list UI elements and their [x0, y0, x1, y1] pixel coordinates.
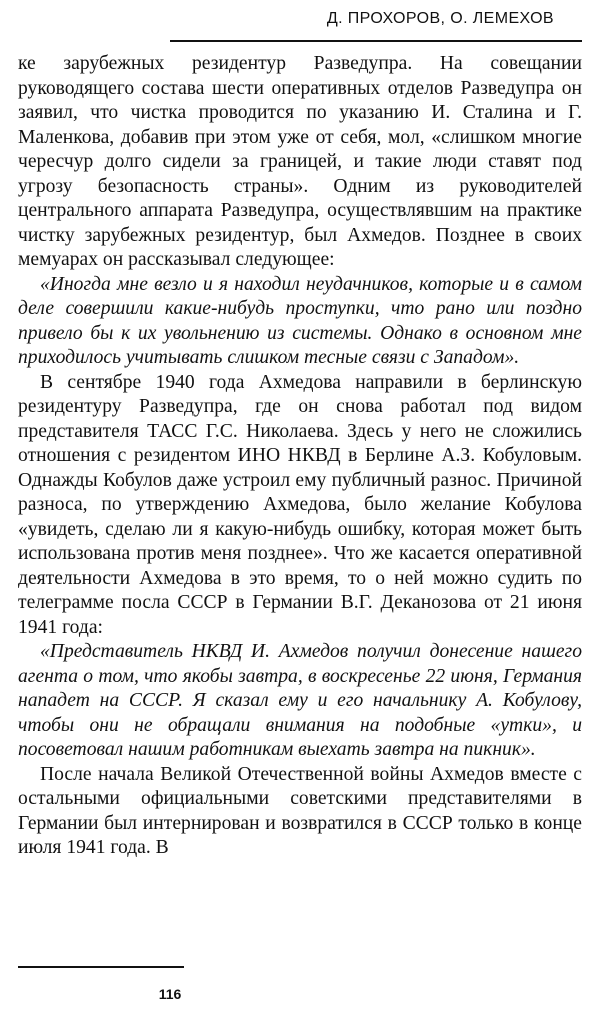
- quote-1: «Иногда мне везло и я находил неудачников, которые и в самом деле совершили какие-нибудь проступки, что рано или поздно привело бы к их увольнению из системы. Однако в основном мне приходилось учитывать слишком тесные связи с Западом».: [18, 273, 582, 368]
- main-text: [18, 52, 582, 861]
- header-rule: [170, 40, 582, 42]
- quote-2: «Представитель НКВД И. Ахмедов получил донесение нашего агента о том, что якобы завтра, в воскресенье 22 июня, Германия нападет на СССР. Я сказал ему и его начальнику А. Кобулову, чтобы они не обращали внимания на подобные «утки», и посоветовал нашим работникам выехать завтра на пикник».: [18, 641, 582, 760]
- paragraph-1: ке зарубежных резидентур Разведупра. На совещании руководящего состава шести оперативных отделов Разведупра он заявил, что чистка проводится по указанию И. Сталина и Г. Маленкова, добавив при этом уже от себя, мол, «слишком многие чересчур долго сидели за границей, и такие люди ставят под угрозу безопасность страны». Одним из руководителей центрального аппарата Разведупра, осуществлявшим на практике чистку зарубежных резидентур, был Ахмедов. Позднее в своих мемуарах он рассказывал следующее:: [18, 53, 582, 270]
- footnote-rule: [18, 966, 184, 968]
- running-header: Д. ПРОХОРОВ, О. ЛЕМЕХОВ: [326, 10, 554, 27]
- page-number: 116: [158, 986, 182, 1002]
- paragraph-3: После начала Великой Отечественной войны Ахмедов вместе с остальными официальными советскими представителями в Германии был интернирован и возвратился в СССР только в конце июля 1941 года. В: [18, 763, 582, 858]
- paragraph-2: В сентябре 1940 года Ахмедова направили в берлинскую резидентуру Разведупра, где он снова работал под видом представителя ТАСС Г.С. Николаева. Здесь у него не сложились отношения с резидентом ИНО НКВД в Берлине А.З. Кобуловым. Однажды Кобулов даже устроил ему публичный разнос. Причиной разноса, по утверждению Ахмедова, было желание Кобулова «увидеть, сделаю ли я какую-нибудь ошибку, которая может быть использована против меня позднее». Что же касается оперативной деятельности Ахмедова в это время, то о ней можно судить по телеграмме посла СССР в Германии В.Г. Деканозова от 21 июня 1941 года:: [18, 371, 582, 638]
